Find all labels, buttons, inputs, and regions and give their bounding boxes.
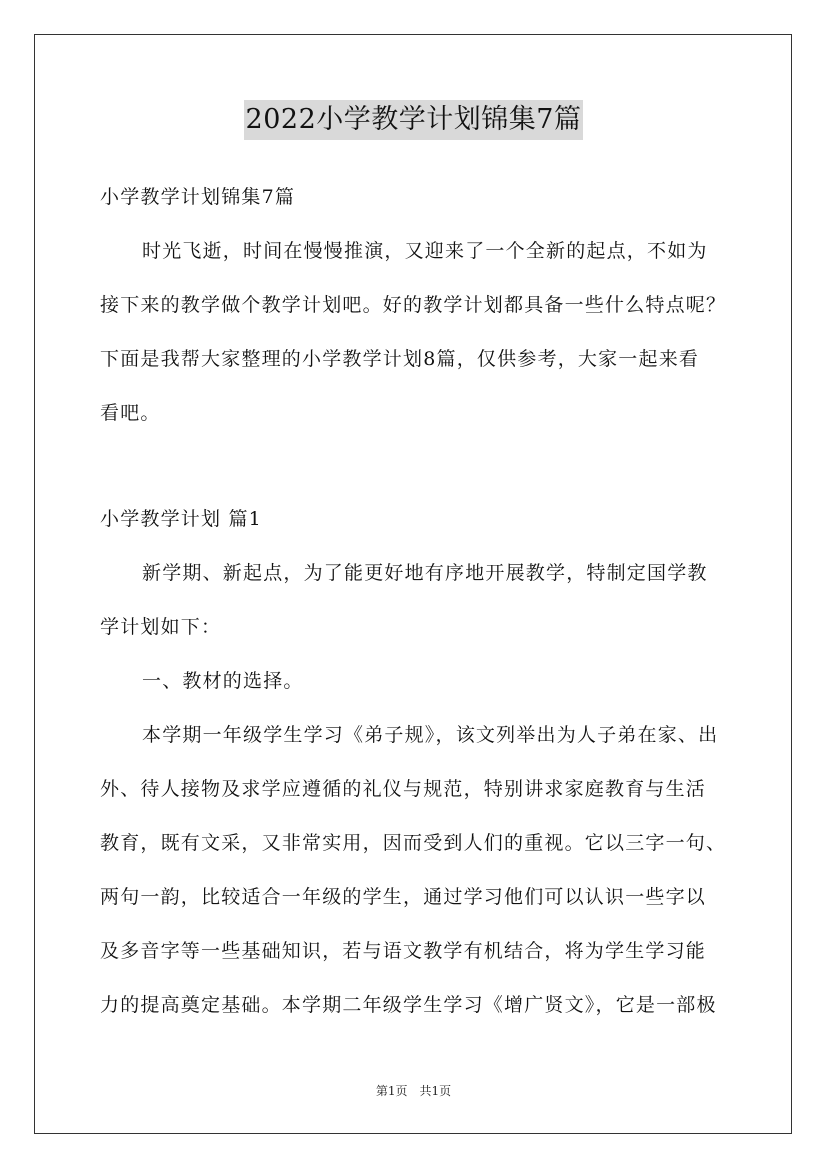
intro-line: 时光飞逝，时间在慢慢推演，又迎来了一个全新的起点，不如为: [142, 240, 708, 262]
document-subtitle: 小学教学计划锦集7篇: [100, 186, 296, 208]
paragraph-line: 两句一韵，比较适合一年级的学生，通过学习他们可以认识一些字以: [100, 886, 707, 908]
title-container: [0, 100, 827, 140]
paragraph-line: 新学期、新起点，为了能更好地有序地开展教学，特制定国学教: [142, 562, 708, 584]
paragraph-line: 教育，既有文采，又非常实用，因而受到人们的重视。它以三字一句、: [100, 832, 727, 854]
document-title: 2022小学教学计划锦集7篇: [244, 100, 584, 140]
paragraph-line: 力的提高奠定基础。本学期二年级学生学习《增广贤文》，它是一部极: [100, 994, 717, 1016]
intro-line: 下面是我帮大家整理的小学教学计划8篇，仅供参考，大家一起来看: [100, 348, 700, 370]
paragraph-line: 外、待人接物及求学应遵循的礼仪与规范，特别讲求家庭教育与生活: [100, 778, 707, 800]
document-body: [100, 170, 730, 1032]
paragraph-gap: [100, 440, 730, 492]
page-footer: [0, 1082, 827, 1100]
list-item-heading: 一、教材的选择。: [142, 670, 304, 692]
paragraph-line: 本学期一年级学生学习《弟子规》，该文列举出为人子弟在家、出: [142, 724, 719, 746]
intro-line: 接下来的教学做个教学计划吧。好的教学计划都具备一些什么特点呢？: [100, 294, 727, 316]
page-total: 共1页: [419, 1084, 452, 1098]
page-number: 第1页: [375, 1084, 408, 1098]
paragraph-line: 学计划如下：: [100, 616, 222, 638]
section-heading: 小学教学计划 篇1: [100, 508, 262, 530]
paragraph-line: 及多音字等一些基础知识，若与语文教学有机结合，将为学生学习能: [100, 940, 707, 962]
intro-line: 看吧。: [100, 402, 161, 424]
